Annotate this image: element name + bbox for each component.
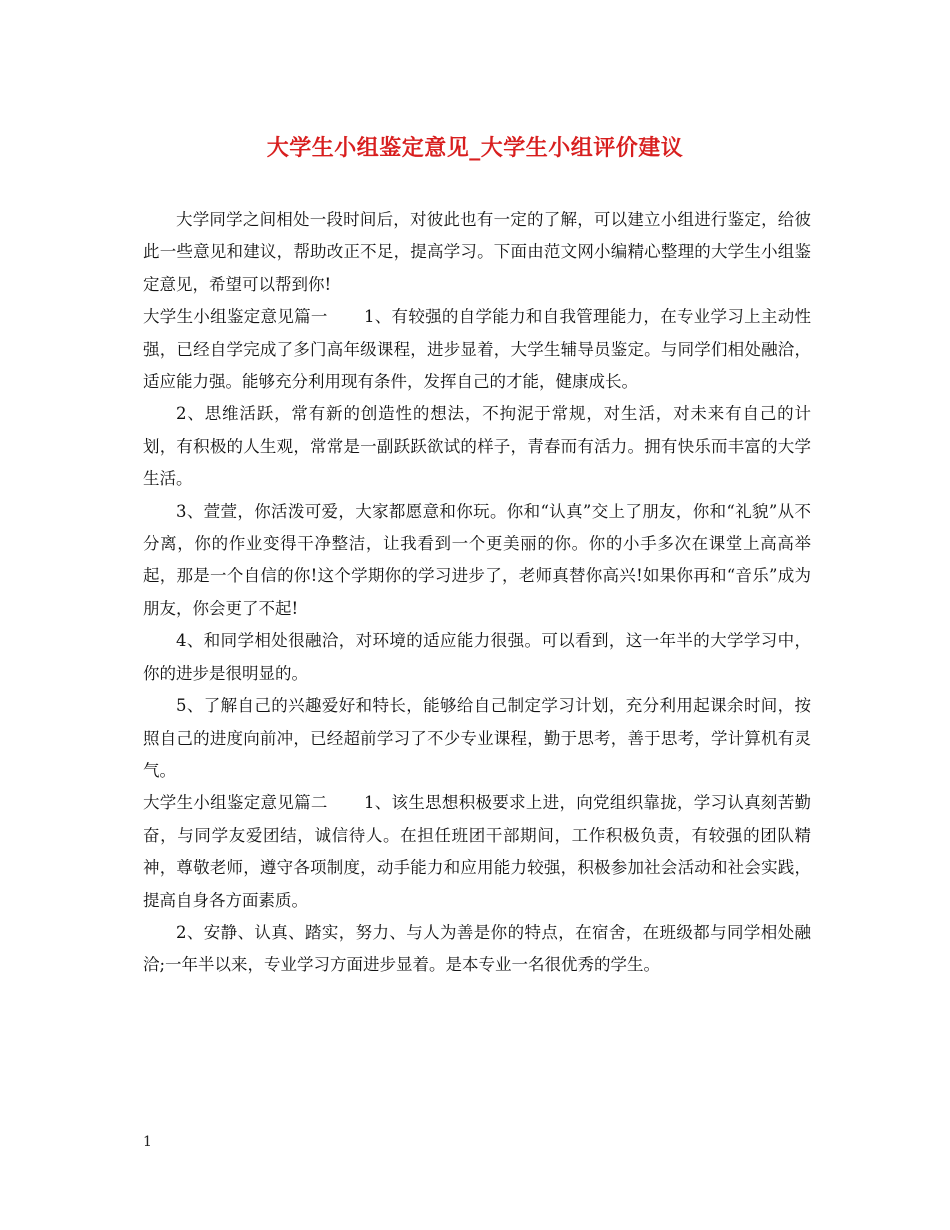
section-1-heading: 大学生小组鉴定意见篇一 [143,307,328,327]
section-2-heading: 大学生小组鉴定意见篇二 [143,793,328,813]
section-1-item-1: 1、有较强的自学能力和自我管理能力，在专业学习上主动性强，已经自学完成了多门高年级课程，进步显着，大学生辅导员鉴定。与同学们相处融洽，适应能力强。能够充分利用现有条件，发挥自己的才能，健康成长。 [143,307,812,392]
page-number: 1 [143,1134,152,1150]
section-1-item-4: 4、和同学相处很融洽，对环境的适应能力很强。可以看到，这一年半的大学学习中，你的进步是很明显的。 [143,631,811,683]
section-2-item-1: 1、该生思想积极要求上进，向党组织靠拢，学习认真刻苦勤奋，与同学友爱团结，诚信待人。在担任班团干部期间，工作积极负责，有较强的团队精神，尊敬老师，遵守各项制度，动手能力和应用能力较强，积极参加社会活动和社会实践，提高自身各方面素质。 [143,793,812,910]
section-1-item-3: 3、萱萱，你活泼可爱，大家都愿意和你玩。你和“认真”交上了朋友，你和“礼貌”从不分离，你的作业变得干净整洁，让我看到一个更美丽的你。你的小手多次在课堂上高高举起，那是一个自信的你!这个学期你的学习进步了，老师真替你高兴!如果你再和“音乐”成为朋友，你会更了不起! [143,501,811,618]
document-title: 大学生小组鉴定意见_大学生小组评价建议 [266,135,684,161]
section-2-first-paragraph [143,787,811,917]
document-body [143,204,811,982]
section-1-item-2: 2、思维活跃，常有新的创造性的想法，不拘泥于常规，对生活，对未来有自己的计划，有积极的人生观，常常是一副跃跃欲试的样子，青春而有活力。拥有快乐而丰富的大学生活。 [143,404,811,489]
section-1-item-5: 5、了解自己的兴趣爱好和特长，能够给自己制定学习计划，充分利用起课余时间，按照自己的进度向前冲，已经超前学习了不少专业课程，勤于思考，善于思考，学计算机有灵气。 [143,696,811,780]
section-2-item-2: 2、安静、认真、踏实，努力、与人为善是你的特点，在宿舍，在班级都与同学相处融洽;一年半以来，专业学习方面进步显着。是本专业一名很优秀的学生。 [143,922,811,975]
intro-paragraph: 大学同学之间相处一段时间后，对彼此也有一定的了解，可以建立小组进行鉴定，给彼此一些意见和建议，帮助改正不足，提高学习。下面由范文网小编精心整理的大学生小组鉴定意见，希望可以帮到你! [143,210,811,294]
section-1-first-paragraph [143,301,811,398]
